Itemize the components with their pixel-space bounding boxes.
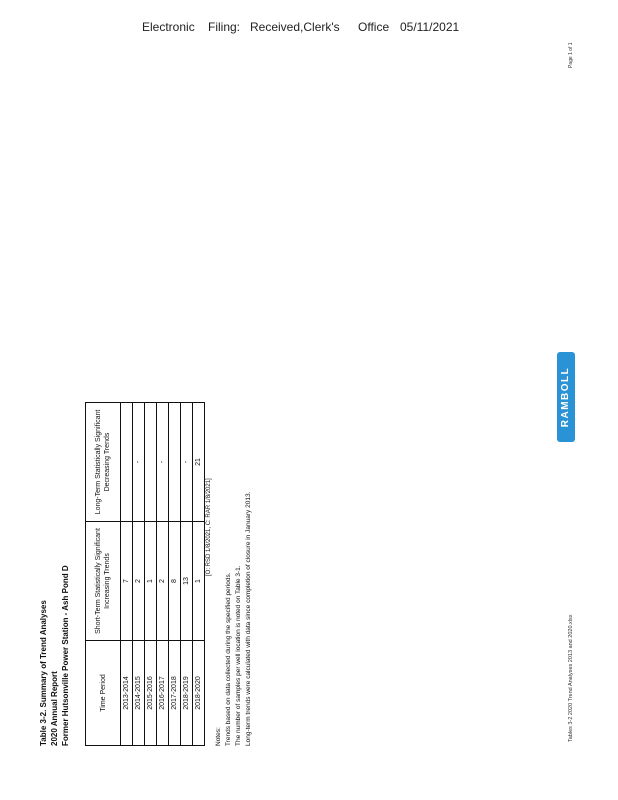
title-line: 2020 Annual Report [50, 671, 59, 746]
filing-stamp [0, 20, 618, 36]
trend-table [85, 402, 205, 746]
footer-filename: Tables 3-2 2020 Trend Analyses 2013 and 2020.xlsx [568, 614, 574, 742]
cell-period: 2017-2018 [169, 641, 181, 746]
cell-long: - [133, 403, 145, 522]
stamp-word: Received,Clerk's [250, 20, 340, 34]
source-citation: [O: RSD 1/8/2021, C: RAR 1/8/2021] [206, 478, 212, 576]
table-row [169, 403, 181, 746]
header-short-term: Short-Term Statistically Significant Increasing Trends [86, 522, 121, 641]
table-row [193, 403, 205, 746]
ramboll-logo [557, 352, 575, 442]
table-row [181, 403, 193, 746]
title-line: Table 3-2. Summary of Trend Analyses [39, 600, 48, 746]
cell-period: 2013-2014 [121, 641, 133, 746]
cell-period: 2015-2016 [145, 641, 157, 746]
cell-short: 7 [121, 522, 133, 641]
stamp-word: Filing: [208, 20, 241, 34]
note-line: The number of samples per well location is noted on Table 3-1. [235, 565, 242, 746]
stamp-date: 05/11/2021 [400, 20, 460, 34]
cell-short: 13 [181, 522, 193, 641]
cell-short: 2 [133, 522, 145, 641]
header-long-term: Long-Term Statistically Significant Decreasing Trends [86, 403, 121, 522]
cell-long: 21 [193, 403, 205, 522]
cell-period: 2014-2015 [133, 641, 145, 746]
cell-long [121, 403, 133, 522]
cell-short: 1 [145, 522, 157, 641]
cell-short: 2 [157, 522, 169, 641]
page-number: Page 1 of 1 [568, 42, 574, 68]
logo-text: RAMBOLL [560, 366, 571, 428]
table-row [145, 403, 157, 746]
cell-period: 2016-2017 [157, 641, 169, 746]
cell-long: - [181, 403, 193, 522]
cell-long [169, 403, 181, 522]
cell-period: 2018-2020 [193, 641, 205, 746]
stamp-word: Office [358, 20, 390, 34]
table-header-row [86, 403, 121, 746]
cell-short: 8 [169, 522, 181, 641]
cell-period: 2018-2019 [181, 641, 193, 746]
table-title [38, 366, 71, 746]
note-line: Long-term trends were calculated with data since completion of closure in January 2013. [245, 491, 252, 746]
notes-block [214, 366, 254, 746]
stamp-word: Electronic [142, 20, 195, 34]
note-line: Trends based on data collected during the specified periods. [225, 572, 232, 746]
cell-long [145, 403, 157, 522]
table-row [121, 403, 133, 746]
header-time-period: Time Period [86, 641, 121, 746]
notes-heading: Notes: [215, 727, 222, 746]
table-row [157, 403, 169, 746]
cell-short: 1 [193, 522, 205, 641]
cell-long: - [157, 403, 169, 522]
rotated-table-block [38, 366, 298, 746]
table-row [133, 403, 145, 746]
title-line: Former Hutsonville Power Station - Ash Pond D [61, 565, 70, 746]
